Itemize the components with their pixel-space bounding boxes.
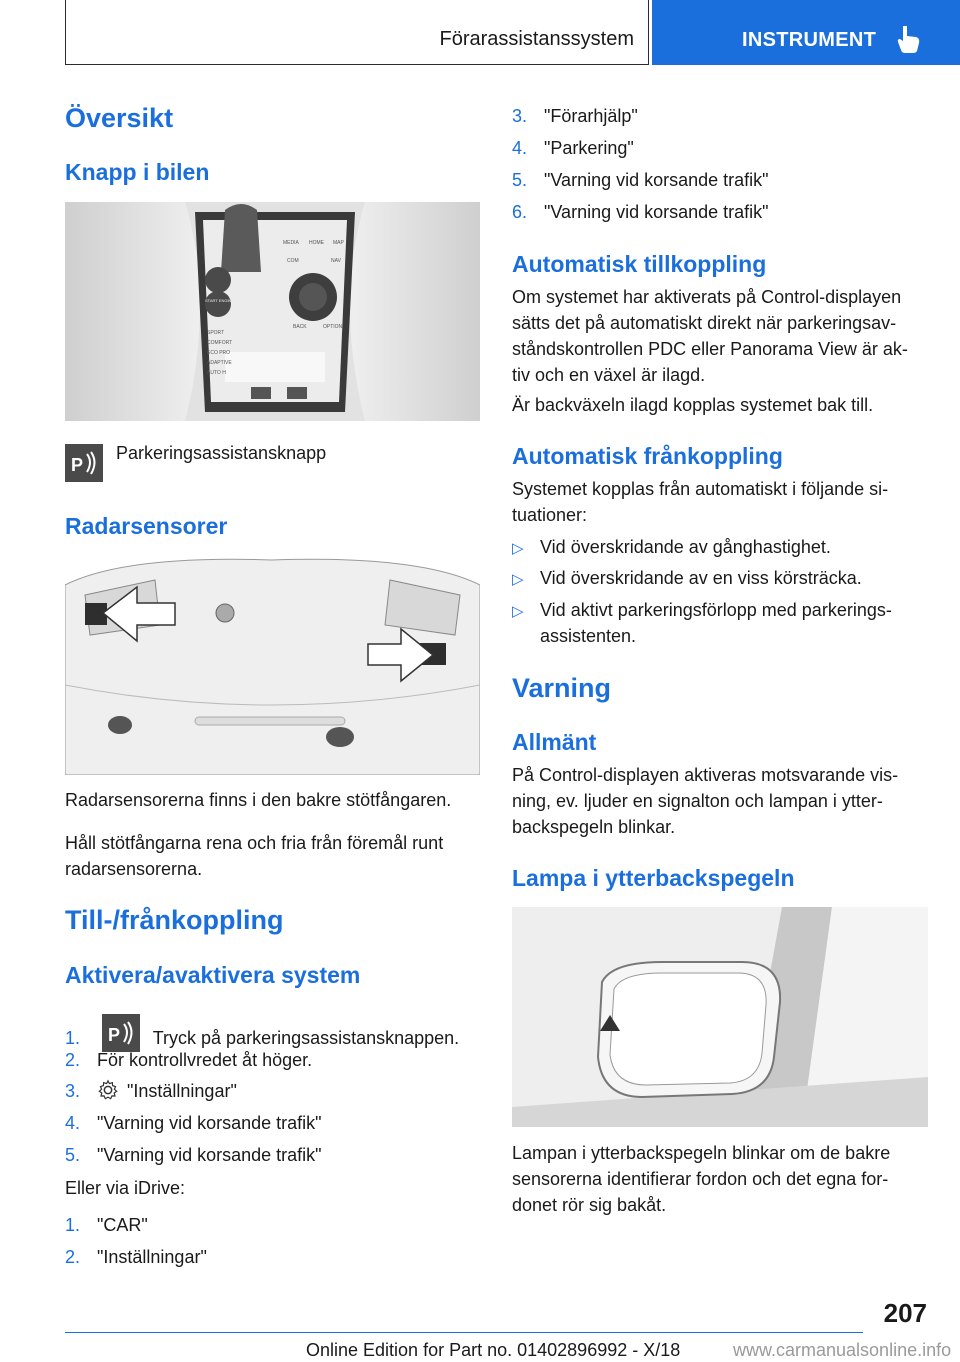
console-label-eco: ECO PRO (207, 350, 231, 356)
step-2 (65, 1047, 312, 1073)
idrive-step-2 (65, 1244, 207, 1270)
allmant-line-2: ning, ev. ljuder en signalton och lampan i ytter- (512, 791, 883, 811)
radar-text-1: Radarsensorerna finns i den bakre stötfångaren. (65, 790, 452, 810)
step-text: "Varning vid korsande trafik" (544, 170, 769, 190)
radar-image (65, 555, 480, 775)
triangle-bullet-icon: ▷ (512, 603, 524, 620)
auto-till-line-3: ståndskontrollen PDC eller Panorama View är ak- (512, 339, 908, 359)
step-text: "CAR" (97, 1215, 148, 1235)
step-3 (65, 1078, 237, 1104)
heading-oversikt: Översikt (65, 103, 174, 133)
radar-text-2-line1: Håll stötfångarna rena och fria från föremål runt (65, 833, 444, 853)
console-label-nav: NAV (331, 258, 341, 264)
step-5 (65, 1142, 322, 1168)
triangle-bullet-icon: ▷ (512, 571, 524, 588)
step-6-right (512, 199, 769, 225)
step-number: 3. (65, 1081, 81, 1101)
triangle-bullet-icon: ▷ (512, 540, 524, 557)
header-section-tab (65, 0, 649, 65)
heading-automatisk-tillkoppling: Automatisk tillkoppling (512, 251, 767, 277)
bullet-text: Vid överskridande av gånghastighet. (540, 537, 831, 557)
step-number: 4. (512, 138, 528, 158)
step-3-right (512, 103, 638, 129)
step-text: "Parkering" (544, 138, 634, 158)
step-text: För kontrollvredet åt höger. (97, 1050, 313, 1070)
step-text: "Inställningar" (97, 1247, 207, 1267)
bullet-2 (512, 565, 862, 593)
header-chapter-title: INSTRUMENT (742, 29, 877, 51)
lampa-line-3: donet rör sig bakåt. (512, 1195, 667, 1215)
console-label-home: HOME (309, 240, 324, 246)
header-section-title: Förarassistanssystem (439, 28, 634, 50)
console-illustration (65, 202, 480, 421)
console-label-option: OPTION (323, 324, 343, 330)
auto-till-line-2: sätts det på automatiskt direkt när parkeringsav- (512, 313, 897, 333)
car-rear-illustration (65, 555, 480, 775)
step-5-right (512, 167, 769, 193)
footer-watermark[interactable]: www.carmanualsonline.info (733, 1340, 952, 1360)
pointing-hand-icon (894, 24, 922, 54)
auto-fran-line-1: Systemet kopplas från automatiskt i följande si- (512, 479, 889, 499)
gear-icon (97, 1079, 119, 1101)
svg-text:P: P (71, 455, 84, 475)
console-label-map: MAP (333, 240, 344, 246)
step-number: 2. (65, 1050, 81, 1070)
heading-aktivera-avaktivera: Aktivera/avaktivera system (65, 962, 361, 988)
svg-text:P: P (108, 1025, 121, 1045)
heading-knapp-i-bilen: Knapp i bilen (65, 159, 210, 185)
step-number: 5. (512, 170, 528, 190)
console-label-comfort: COMFORT (207, 340, 233, 346)
or-idrive-text: Eller via iDrive: (65, 1178, 186, 1198)
footer-divider (65, 1332, 863, 1333)
console-label-start: START ENGINE STOP (205, 298, 247, 303)
header-chapter-tab[interactable] (652, 0, 960, 65)
auto-fran-line-2: tuationer: (512, 505, 588, 525)
heading-till-frankoppling: Till-/frånkoppling (65, 905, 284, 935)
console-label-autoh: AUTO H (207, 370, 226, 376)
console-label-media: MEDIA (283, 240, 299, 246)
backvaxel-text: Är backväxeln ilagd kopplas systemet bak till. (512, 395, 874, 415)
heading-radarsensorer: Radarsensorer (65, 513, 228, 539)
side-mirror-illustration (512, 907, 928, 1127)
console-label-com: COM (287, 258, 299, 264)
step-number: 5. (65, 1145, 81, 1165)
mirror-image (512, 907, 928, 1127)
auto-till-line-4: tiv och en växel är ilagd. (512, 365, 706, 385)
step-number: 3. (512, 106, 528, 126)
auto-till-line-1: Om systemet har aktiverats på Control-displayen (512, 287, 902, 307)
step-4 (65, 1110, 322, 1136)
bullet-3-continuation: assistenten. (540, 626, 637, 646)
heading-lampa-i-ytterbackspegeln: Lampa i ytterbackspegeln (512, 865, 795, 891)
heading-varning: Varning (512, 673, 612, 703)
page-number: 207 (883, 1298, 927, 1328)
radar-text-2-line2: radarsensorerna. (65, 859, 203, 879)
heading-allmant: Allmänt (512, 729, 597, 755)
step-text: "Varning vid korsande trafik" (544, 202, 769, 222)
console-label-back: BACK (293, 324, 307, 330)
step-text: "Varning vid korsande trafik" (97, 1113, 322, 1133)
bullet-3 (512, 597, 892, 625)
step-number: 1. (65, 1028, 81, 1048)
lampa-line-2: sensorerna identifierar fordon och det egna for- (512, 1169, 889, 1189)
lampa-line-1: Lampan i ytterbackspegeln blinkar om de bakre (512, 1143, 891, 1163)
allmant-line-1: På Control-displayen aktiveras motsvarande vis- (512, 765, 899, 785)
heading-automatisk-frankoppling: Automatisk frånkoppling (512, 443, 783, 469)
step-text: "Inställningar" (127, 1081, 237, 1101)
console-label-adaptive: ADAPTIVE (207, 360, 232, 366)
button-caption: Parkeringsassistansknapp (116, 443, 327, 463)
console-label-sport: SPORT (207, 330, 225, 336)
allmant-line-3: backspegeln blinkar. (512, 817, 676, 837)
footer-edition: Online Edition for Part no. 01402896992 - X/18 (306, 1340, 681, 1360)
step-number: 4. (65, 1113, 81, 1133)
step-text: "Varning vid korsande trafik" (97, 1145, 322, 1165)
step-number: 2. (65, 1247, 81, 1267)
bullet-text: Vid överskridande av en viss körsträcka. (540, 568, 862, 588)
bullet-1 (512, 534, 831, 562)
step-text: "Förarhjälp" (544, 106, 638, 126)
step-4-right (512, 135, 634, 161)
step-number: 6. (512, 202, 528, 222)
parking-assist-icon (65, 444, 103, 482)
console-image (65, 202, 480, 421)
idrive-step-1 (65, 1212, 148, 1238)
bullet-text: Vid aktivt parkeringsförlopp med parkerings- (540, 600, 892, 620)
step-number: 1. (65, 1215, 81, 1235)
step-text: Tryck på parkeringsassistansknappen. (152, 1028, 460, 1048)
button-caption-row (65, 444, 480, 484)
